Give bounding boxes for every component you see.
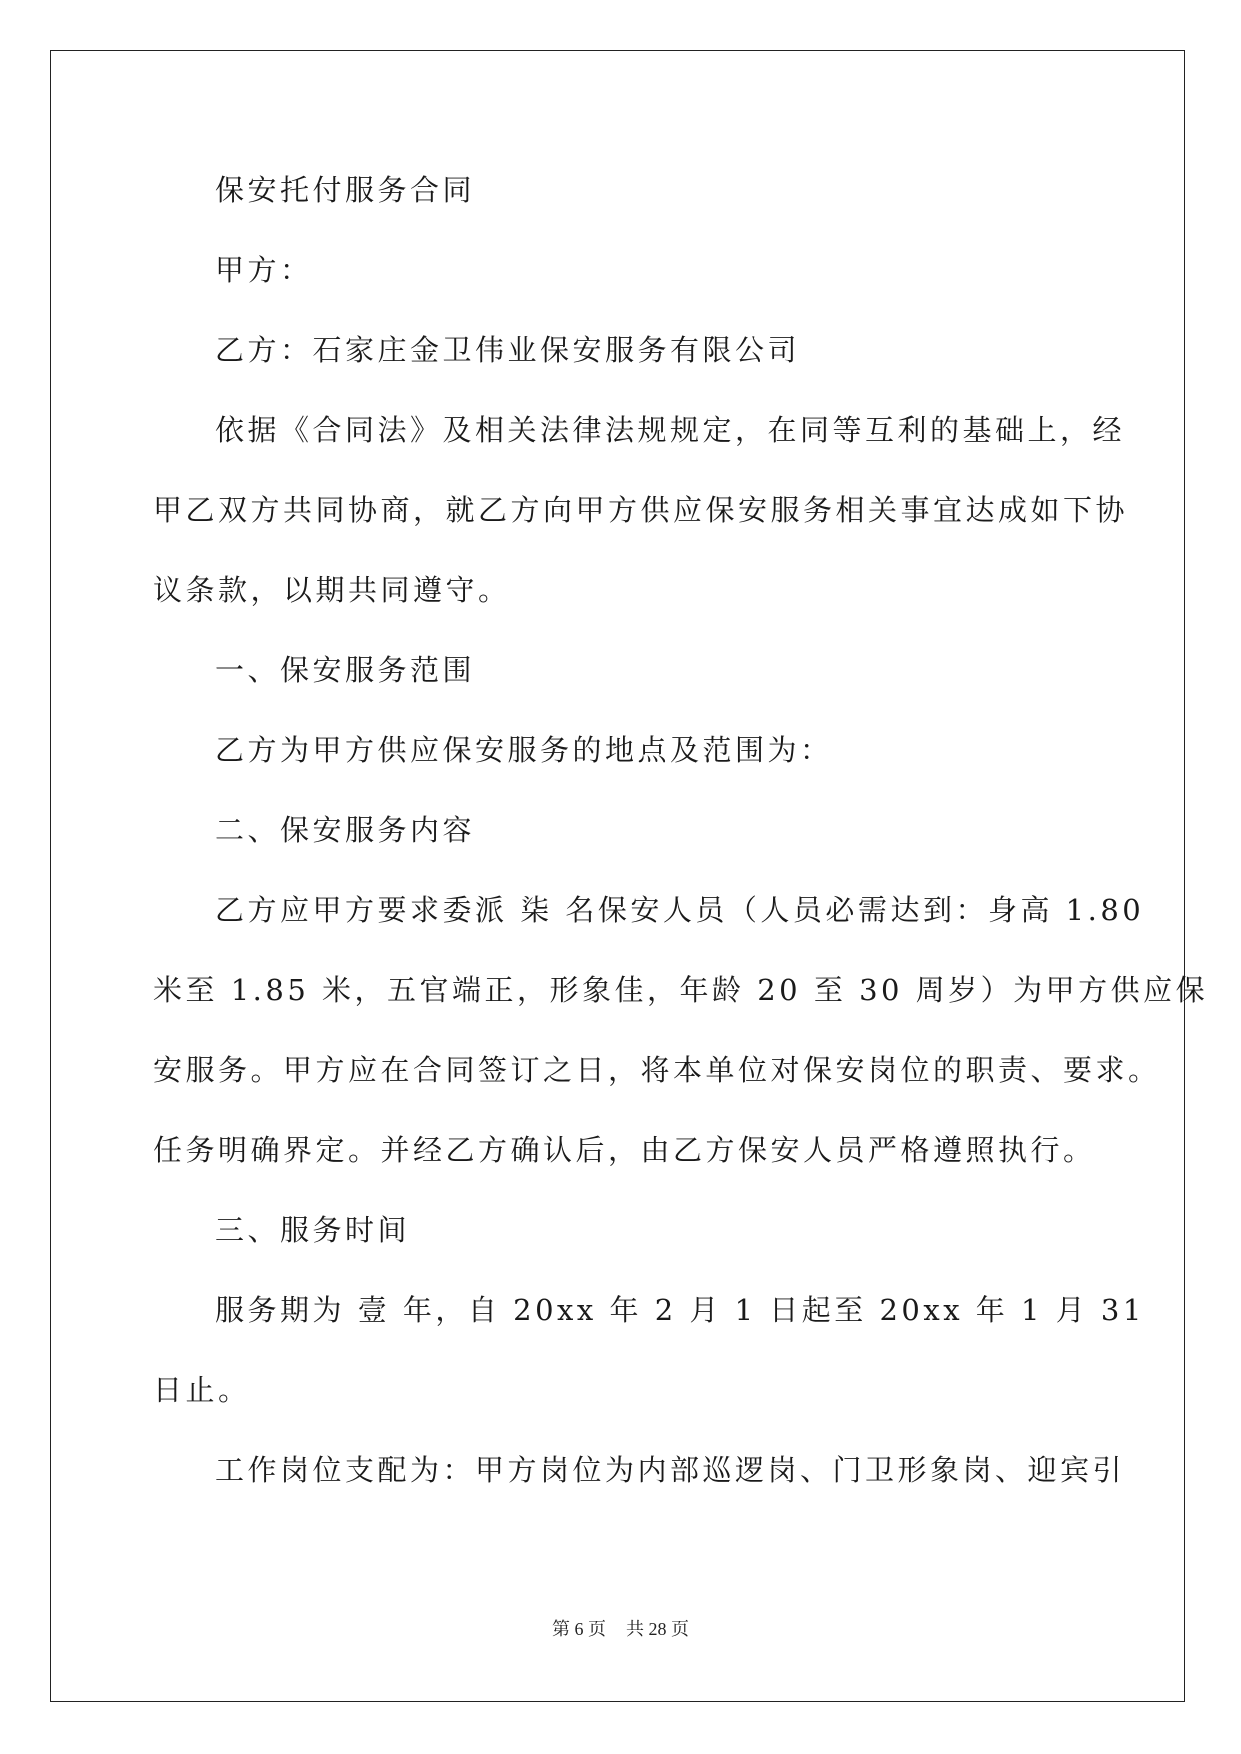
- section-body: 乙方为甲方供应保安服务的地点及范围为：: [215, 733, 833, 767]
- document-body: [153, 150, 1209, 1510]
- document-title: 保安托付服务合同: [215, 173, 476, 207]
- page-number: 第 6 页: [552, 1619, 606, 1639]
- section-body-line: 米至 1.85 米，五官端正，形象佳，年龄 20 至 30 周岁）为甲方供应保: [153, 973, 1209, 1007]
- section-heading: 二、保安服务内容: [215, 813, 476, 847]
- posts-line: 工作岗位支配为：甲方岗位为内部巡逻岗、门卫形象岗、迎宾引: [215, 1453, 1126, 1487]
- preamble-line: 依据《合同法》及相关法律法规规定，在同等互利的基础上，经: [215, 413, 1126, 447]
- preamble-line: 甲乙双方共同协商，就乙方向甲方供应保安服务相关事宜达成如下协: [153, 493, 1129, 527]
- preamble-line: 议条款，以期共同遵守。: [153, 573, 511, 607]
- section-body-line: 安服务。甲方应在合同签订之日，将本单位对保安岗位的职责、要求。: [153, 1053, 1161, 1087]
- section-heading: 三、服务时间: [215, 1213, 411, 1247]
- page-footer: [0, 1615, 1241, 1641]
- party-a: 甲方：: [215, 253, 313, 287]
- section-heading: 一、保安服务范围: [215, 653, 476, 687]
- section-body-line: 日止。: [153, 1373, 251, 1407]
- section-body-line: 乙方应甲方要求委派 柒 名保安人员（人员必需达到：身高 1.80: [215, 893, 1145, 927]
- party-b: 乙方：石家庄金卫伟业保安服务有限公司: [215, 333, 801, 367]
- page-total: 共 28 页: [626, 1619, 689, 1639]
- section-body-line: 任务明确界定。并经乙方确认后，由乙方保安人员严格遵照执行。: [153, 1133, 1096, 1167]
- section-body-line: 服务期为 壹 年，自 20xx 年 2 月 1 日起至 20xx 年 1 月 31: [215, 1293, 1145, 1327]
